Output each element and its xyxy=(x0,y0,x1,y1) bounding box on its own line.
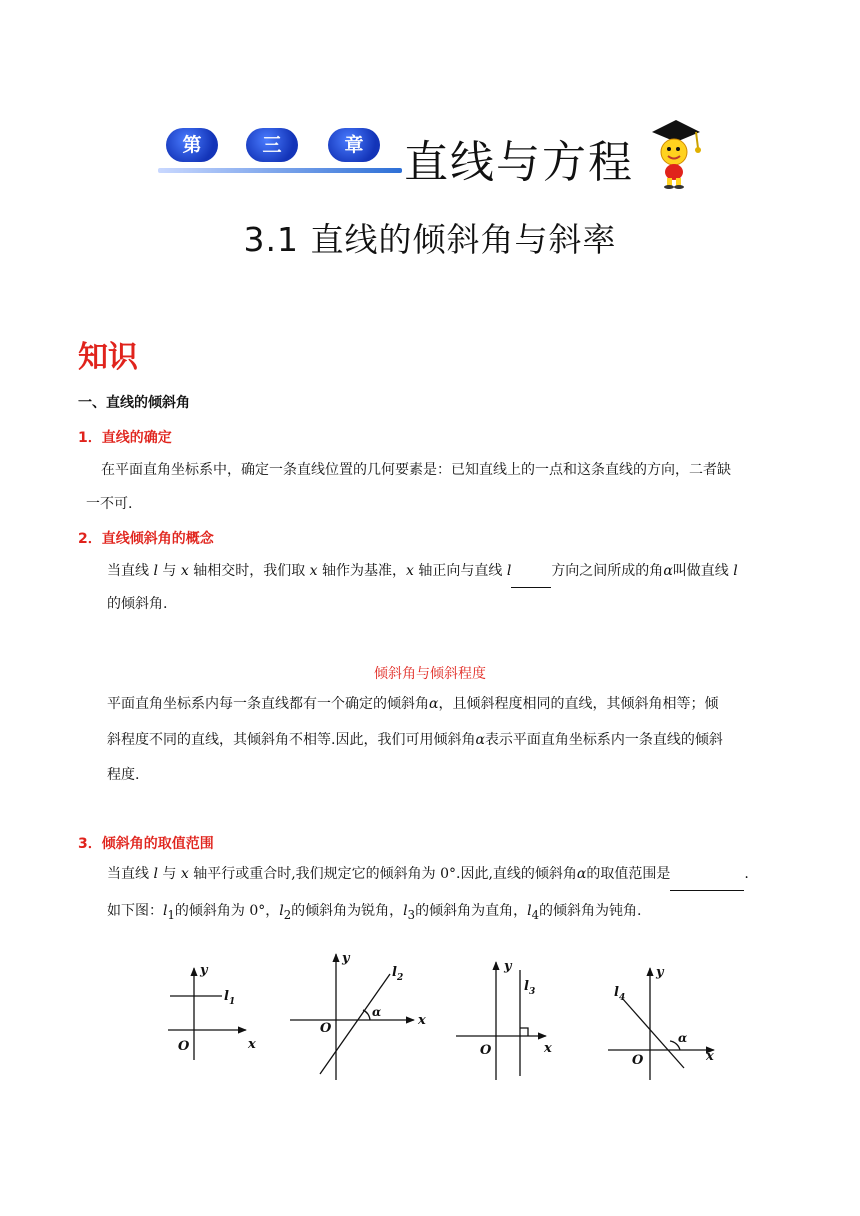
fig4-x-label: x xyxy=(706,1049,714,1064)
fig4-alpha-label: α xyxy=(678,1031,688,1045)
fig1-y-label: y xyxy=(200,963,208,978)
fill-blank-direction[interactable] xyxy=(511,555,551,588)
fig4-line-label: $l_4$ xyxy=(614,985,626,1003)
item3-heading: 3．倾斜角的取值范围 xyxy=(78,836,214,852)
var-x: x xyxy=(180,563,189,579)
item2-text-line1: 当直线 l 与 x 轴相交时，我们取 x 轴作为基准，x 轴正向与直线 l 方向之间所成的角α叫做直线 l xyxy=(107,555,738,588)
part1-heading: 一、直线的倾斜角 xyxy=(78,395,190,411)
fig4-origin-label: O xyxy=(632,1053,644,1068)
fig2-y-label: y xyxy=(342,951,350,966)
section-title: 3.1 直线的倾斜角与斜率 xyxy=(243,220,617,259)
note-line3: 程度. xyxy=(107,767,140,783)
item3-text-line2: 如下图：$l_1$的倾斜角为 0°，$l_2$的倾斜角为锐角，$l_3$的倾斜角为直角，$l_4$的倾斜角为钝角. xyxy=(107,903,642,922)
fig2-x-label: x xyxy=(418,1013,426,1028)
chapter-banner xyxy=(158,112,703,194)
fig2-alpha-label: α xyxy=(372,1005,382,1019)
item2-text-line2: 的倾斜角. xyxy=(107,596,168,612)
fig2-line-label: $l_2$ xyxy=(392,965,404,983)
fig3-y-label: y xyxy=(504,959,512,974)
var-alpha: α xyxy=(663,563,673,579)
item1-text-line1: 在平面直角坐标系中，确定一条直线位置的几何要素是：已知直线上的一点和这条直线的方向，二者缺 xyxy=(101,462,731,478)
fig1-line-label: $l_1$ xyxy=(224,989,236,1007)
item3-text-line1: 当直线 l 与 x 轴平行或重合时,我们规定它的倾斜角为 0°.因此,直线的倾斜角α的取值范围是 . xyxy=(107,858,749,891)
fig4-y-label: y xyxy=(656,965,664,980)
fig3-line-label: $l_3$ xyxy=(524,979,536,997)
note-line1: 平面直角坐标系内每一条直线都有一个确定的倾斜角α，且倾斜程度相同的直线，其倾斜角相等；倾 xyxy=(107,696,719,712)
chapter-char-di: 第 xyxy=(166,128,218,162)
chapter-char-san: 三 xyxy=(246,128,298,162)
item1-text-line2: 一不可. xyxy=(86,496,133,512)
fill-blank-range[interactable] xyxy=(670,858,744,891)
fig1-origin-label: O xyxy=(178,1039,190,1054)
note-line2: 斜程度不同的直线，其倾斜角不相等.因此，我们可用倾斜角α表示平面直角坐标系内一条直线的倾斜 xyxy=(107,732,723,748)
fig2-origin-label: O xyxy=(320,1021,332,1036)
figure-l3 xyxy=(456,962,546,1080)
var-l: l xyxy=(153,563,158,579)
figure-l4 xyxy=(608,968,714,1080)
fig1-x-label: x xyxy=(248,1037,256,1052)
graduate-mascot-icon xyxy=(646,114,702,190)
item1-heading: 1．直线的确定 xyxy=(78,430,172,446)
inclination-figures xyxy=(150,950,740,1090)
banner-underline xyxy=(158,168,402,173)
item2-heading: 2．直线倾斜角的概念 xyxy=(78,531,214,547)
knowledge-heading: 知识 xyxy=(78,340,138,375)
fig3-x-label: x xyxy=(544,1041,552,1056)
chapter-title: 直线与方程 xyxy=(404,137,634,188)
chapter-char-zhang: 章 xyxy=(328,128,380,162)
note-title: 倾斜角与倾斜程度 xyxy=(374,666,486,682)
fig3-origin-label: O xyxy=(480,1043,492,1058)
